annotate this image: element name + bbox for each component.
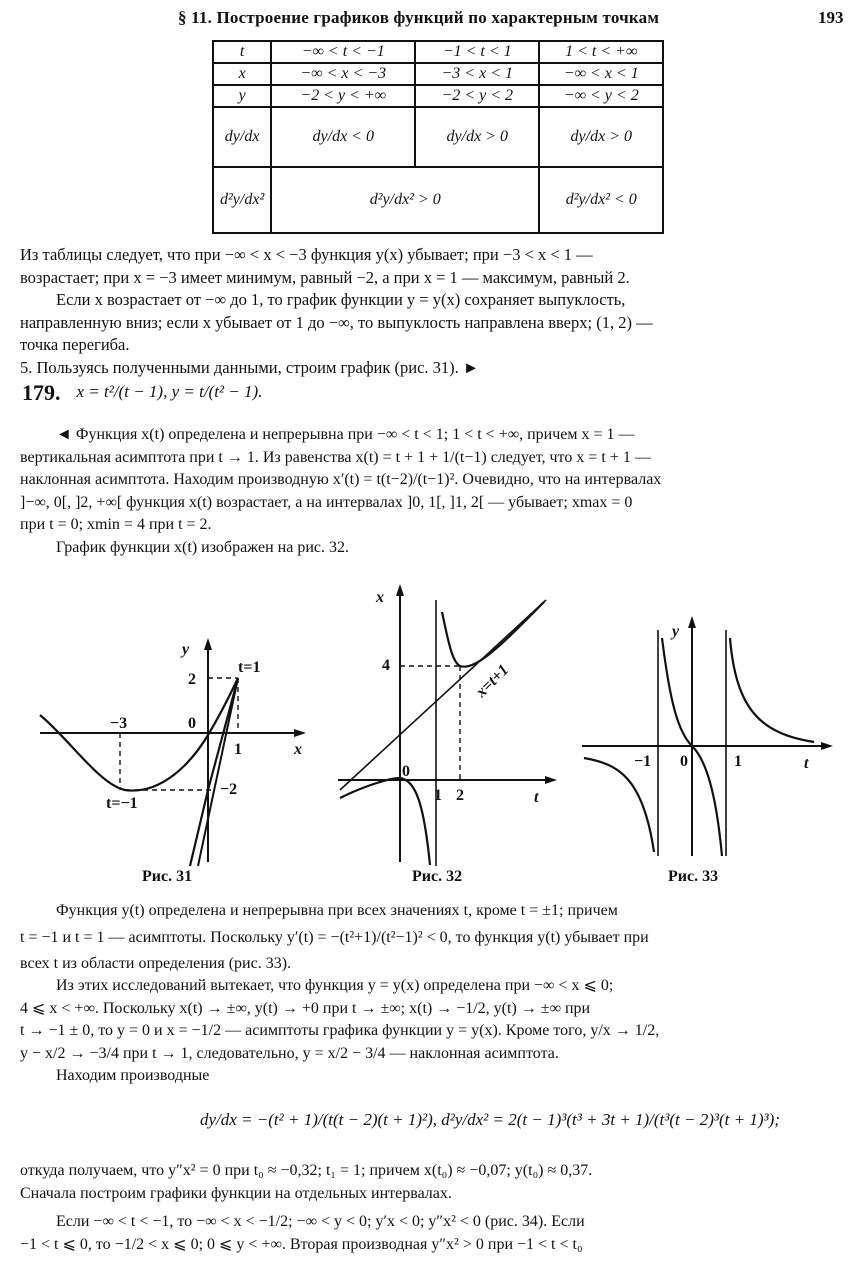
problem-number: 179. [22,380,61,405]
text-line: t = −1 и t = 1 — асимптоты. Поскольку y′(t) = −(t²+1)/(t²−1)² < 0, то функция y(t) убывает при [20,928,649,946]
table-cell: dy/dx > 0 [539,107,663,167]
tick-label: 0 [680,753,688,770]
figure-32 [336,580,558,870]
table-cell: −∞ < x < 1 [539,63,663,85]
text-line: Функция y(t) определена и непрерывна при всех значениях t, кроме t = ±1; причем [56,902,618,919]
paragraph [20,1160,846,1256]
tick-label: 2 [456,787,464,804]
figure-31 [30,630,320,870]
table-row [213,41,663,63]
paragraph [20,900,846,1088]
table-cell: −∞ < x < −3 [271,63,415,85]
table-cell: d²y/dx² < 0 [539,167,663,233]
table-cell: dy/dx < 0 [271,107,415,167]
text-line: График функции x(t) изображен на рис. 32. [56,538,350,556]
point-label: t=1 [238,659,261,676]
text-line: Находим производные [56,1067,210,1084]
asymptote-label: x=t+1 [472,661,513,701]
figure-caption: Рис. 33 [668,868,719,885]
table-cell: −1 < t < 1 [415,41,539,63]
sign-table [212,40,664,234]
table-cell: −2 < y < 2 [415,85,539,107]
table-row [213,63,663,85]
tick-label: 1 [734,753,742,770]
paragraph [20,424,846,559]
table-cell: 1 < t < +∞ [539,41,663,63]
curve-right [730,638,814,742]
text-line: ]−∞, 0[, ]2, +∞[ функция x(t) возрастает, а на интервалах ]0, 1[, ]1, 2[ — убывает; xmax = 0 [20,493,633,511]
table-row [213,85,663,107]
problem-formula: x = t²/(t − 1), y = t/(t² − 1). [76,382,263,401]
axis-label: x [376,589,384,606]
table-cell: dy/dx > 0 [415,107,539,167]
table-cell: −∞ < y < 2 [539,85,663,107]
arrow-head [545,776,557,784]
table-cell: −2 < y < +∞ [271,85,415,107]
table-cell: −∞ < t < −1 [271,41,415,63]
text-line: вертикальная асимптота при t → 1. Из равенства x(t) = t + 1 + 1/(t−1) следует, что x = t + 1 — [20,448,651,466]
tick-label: 0 [188,715,196,732]
axis-label: x [294,741,302,758]
text-line: направленную вниз; если x убывает от 1 до −∞, то выпуклость направлена вверх; (1, 2) — [20,312,653,332]
table-cell: x [213,63,271,85]
page-number: 193 [818,8,844,27]
table-cell: d²y/dx² > 0 [271,167,539,233]
curve-branch [190,678,238,866]
text-line: Если −∞ < t < −1, то −∞ < x < −1/2; −∞ < y < 0; y′x < 0; y″x² < 0 (рис. 34). Если [56,1213,585,1230]
table-row [213,107,663,167]
problem-statement [22,380,263,406]
derivative-formula: dy/dx = −(t² + 1)/(t(t − 2)(t + 1)²), d²y/dx² = 2(t − 1)³(t³ + 3t + 1)/(t³(t − 2)³(t + 1)³); [200,1110,780,1129]
arrow-head [294,729,306,737]
table-cell: dy/dx [213,107,271,167]
arrow-head [688,616,696,628]
table-cell: t [213,41,271,63]
text-line: при t = 0; xmin = 4 при t = 2. [20,516,212,533]
text-line: откуда получаем, что y″x² = 0 при t₀ ≈ −0,32; t₁ = 1; причем x(t₀) ≈ −0,07; y(t₀) ≈ 0,37. [20,1162,593,1179]
table-cell: −3 < x < 1 [415,63,539,85]
text-line: Из таблицы следует, что при −∞ < x < −3 функция y(x) убывает; при −3 < x < 1 — [20,245,593,264]
table-cell: y [213,85,271,107]
text-line: точка перегиба. [20,335,130,354]
axis-label: y [182,641,190,658]
point-label: t=−1 [106,795,138,812]
curve-left [584,758,654,852]
arrow-head [396,584,404,596]
tick-label: −2 [220,781,238,798]
section-title: § 11. Построение графиков функций по характерным точкам [178,8,660,27]
paragraph [20,244,846,379]
figure-caption: Рис. 31 [142,868,193,885]
oblique-asymptote [340,600,546,790]
text-line: Если x возрастает от −∞ до 1, то график функции y = y(x) сохраняет выпуклость, [56,290,626,309]
text-line: Из этих исследований вытекает, что функция y = y(x) определена при −∞ < x ⩽ 0; [56,977,614,994]
tick-label: 0 [402,763,410,780]
text-line: всех t из области определения (рис. 33). [20,954,292,972]
curve-right [442,602,544,667]
tick-label: −1 [634,753,652,770]
figure-caption: Рис. 32 [412,868,463,885]
curve-left [340,778,430,865]
text-line: 4 ⩽ x < +∞. Поскольку x(t) → ±∞, y(t) → +0 при t → ±∞; x(t) → −1/2, y(t) → ±∞ при [20,999,591,1017]
text-line: t → −1 ± 0, то y = 0 и x = −1/2 — асимптоты графика функции y = y(x). Кроме того, y/x → 1/2, [20,1022,660,1039]
table-cell: d²y/dx² [213,167,271,233]
tick-label: 1 [434,787,442,804]
tick-label: 4 [382,657,390,674]
table-row [213,167,663,233]
text-line: наклонная асимптота. Находим производную x′(t) = t(t−2)/(t−1)². Очевидно, что на интервалах [20,471,662,488]
text-line: Сначала построим графики функции на отдельных интервалах. [20,1184,452,1202]
text-line: −1 < t ⩽ 0, то −1/2 < x ⩽ 0; 0 ⩽ y < +∞. Вторая производная y″x² > 0 при −1 < t < t₀ [20,1235,583,1253]
tick-label: 2 [188,671,196,688]
tick-label: 1 [234,741,242,758]
text-line: y − x/2 → −3/4 при t → 1, следовательно, y = x/2 − 3/4 — наклонная асимптота. [20,1044,559,1062]
tick-label: −3 [110,715,128,732]
text-line: ◄ Функция x(t) определена и непрерывна при −∞ < t < 1; 1 < t < +∞, причем x = 1 — [56,426,635,443]
axis-label: t [534,789,539,806]
arrow-head [204,638,212,650]
curve-branch [198,678,238,866]
text-line: 5. Пользуясь полученными данными, строим график (рис. 31). ► [20,357,480,377]
axis-label: y [672,623,680,640]
text-line: возрастает; при x = −3 имеет минимум, равный −2, а при x = 1 — максимум, равный 2. [20,267,630,287]
arrow-head [821,742,833,750]
figure-33 [578,612,834,862]
axis-label: t [804,755,809,772]
page-header [0,8,866,30]
